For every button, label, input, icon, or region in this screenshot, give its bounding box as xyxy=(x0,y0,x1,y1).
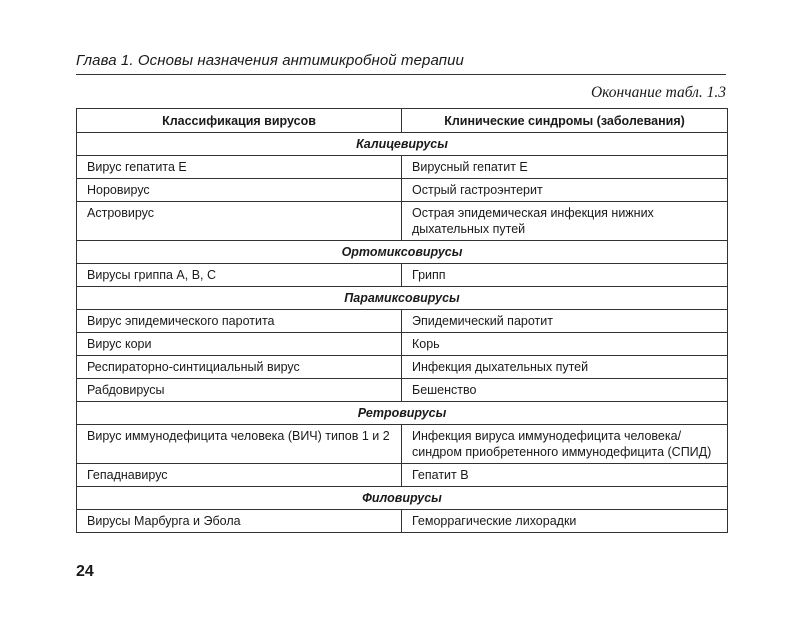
chapter-title: Глава 1. Основы назначения антимикробной терапии xyxy=(76,52,464,69)
virus-cell: Вирусы гриппа А, В, С xyxy=(77,264,402,287)
virus-cell: Норовирус xyxy=(77,179,402,202)
group-label: Калицевирусы xyxy=(77,133,728,156)
virus-cell: Рабдовирусы xyxy=(77,379,402,402)
table-row xyxy=(77,425,728,464)
group-row xyxy=(77,133,728,156)
syndrome-cell: Острая эпидемическая инфекция нижних дыхательных путей xyxy=(402,202,728,241)
table-row xyxy=(77,264,728,287)
syndrome-cell: Корь xyxy=(402,333,728,356)
table-row xyxy=(77,179,728,202)
group-label: Ретровирусы xyxy=(77,402,728,425)
table-caption: Окончание табл. 1.3 xyxy=(590,84,726,101)
syndrome-cell: Грипп xyxy=(402,264,728,287)
table-row xyxy=(77,464,728,487)
group-row xyxy=(77,402,728,425)
running-header xyxy=(76,52,726,75)
table-row xyxy=(77,156,728,179)
group-row xyxy=(77,287,728,310)
virus-cell: Респираторно-синтициальный вирус xyxy=(77,356,402,379)
syndrome-cell: Геморрагические лихорадки xyxy=(402,510,728,533)
group-label: Филовирусы xyxy=(77,487,728,510)
virus-cell: Вирусы Марбурга и Эбола xyxy=(77,510,402,533)
group-row xyxy=(77,241,728,264)
group-label: Ортомиксовирусы xyxy=(77,241,728,264)
table-row xyxy=(77,379,728,402)
column-header: Клинические синдромы (заболевания) xyxy=(402,109,728,133)
virus-cell: Вирус гепатита Е xyxy=(77,156,402,179)
virus-cell: Вирус кори xyxy=(77,333,402,356)
table-row xyxy=(77,333,728,356)
virus-table xyxy=(76,108,728,533)
syndrome-cell: Острый гастроэнтерит xyxy=(402,179,728,202)
table-row xyxy=(77,310,728,333)
syndrome-cell: Инфекция вируса иммунодефицита человека/ синдром приобретенного иммунодефицита (СПИД) xyxy=(402,425,728,464)
table-header-row xyxy=(77,109,728,133)
syndrome-cell: Вирусный гепатит Е xyxy=(402,156,728,179)
virus-cell: Вирус иммунодефицита человека (ВИЧ) типов 1 и 2 xyxy=(77,425,402,464)
table-row xyxy=(77,356,728,379)
virus-cell: Гепаднавирус xyxy=(77,464,402,487)
syndrome-cell: Гепатит В xyxy=(402,464,728,487)
table-row xyxy=(77,202,728,241)
syndrome-cell: Инфекция дыхательных путей xyxy=(402,356,728,379)
column-header: Классификация вирусов xyxy=(77,109,402,133)
table-row xyxy=(77,510,728,533)
virus-cell: Астровирус xyxy=(77,202,402,241)
group-label: Парамиксовирусы xyxy=(77,287,728,310)
syndrome-cell: Эпидемический паротит xyxy=(402,310,728,333)
virus-cell: Вирус эпидемического паротита xyxy=(77,310,402,333)
page-number: 24 xyxy=(76,563,94,580)
syndrome-cell: Бешенство xyxy=(402,379,728,402)
group-row xyxy=(77,487,728,510)
